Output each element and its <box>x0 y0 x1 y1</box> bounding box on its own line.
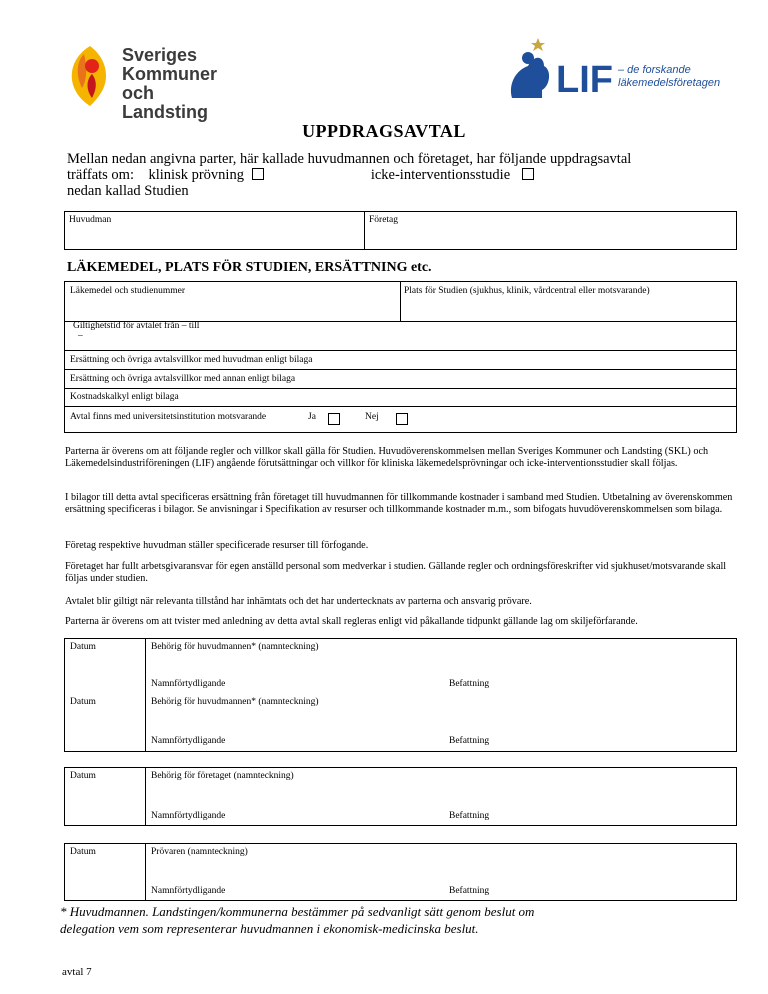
skl-line1: Sveriges <box>122 45 198 65</box>
lif-tagline <box>618 64 720 90</box>
ers-annan-field[interactable]: Ersättning och övriga avtalsvillkor med annan enligt bilaga <box>70 374 296 384</box>
skl-name <box>122 46 242 122</box>
ja-label: Ja <box>308 412 316 422</box>
intro-line3: nedan kallad Studien <box>67 183 189 199</box>
befattning-field-1[interactable]: Befattning <box>449 679 490 689</box>
paragraph-4: Företaget har fullt arbetsgivaransvar för egen anställd personal som medverkar i studien. Gällande regler och ordningsföreskrifter vid sjukhuset/motsvarande skall följas under studien. <box>65 561 727 584</box>
row-line-5 <box>65 406 736 407</box>
parties-box <box>64 211 737 250</box>
row-line-2 <box>65 350 736 351</box>
avtal-finns-label: Avtal finns med universitetsinstitution motsvarande <box>70 412 267 422</box>
intro-line1: Mellan nedan angivna parter, här kallade huvudmannen och företaget, har följande uppdragsavtal <box>67 151 632 167</box>
study-divider <box>400 282 401 321</box>
namnfortydligande-field-1[interactable]: Namnförtydligande <box>151 679 226 689</box>
datum-field-4[interactable]: Datum <box>70 847 96 857</box>
lif-mark: LIF <box>556 59 613 101</box>
checkbox-icke[interactable] <box>522 168 534 180</box>
befattning-field-3[interactable]: Befattning <box>449 811 490 821</box>
lif-emblem-icon <box>498 36 618 106</box>
option-klinisk-label: klinisk prövning <box>148 167 244 183</box>
signature-block-foretag <box>64 767 737 826</box>
plats-field[interactable]: Plats för Studien (sjukhus, klinik, vårdcentral eller motsvarande) <box>404 286 650 296</box>
datum-field-3[interactable]: Datum <box>70 771 96 781</box>
footnote-line2: delegation vem som representerar huvudmannen i ekonomisk-medicinska beslut. <box>60 921 479 936</box>
lif-logo <box>498 36 721 106</box>
paragraph-3: Företag respektive huvudman ställer specificerade resurser till förfogande. <box>65 540 369 551</box>
footnote-line1: * Huvudmannen. Landstingen/kommunerna bestämmer på sedvanligt sätt genom beslut om <box>60 904 535 919</box>
lakemedel-field[interactable]: Läkemedel och studienummer <box>70 286 186 296</box>
intro-line2 <box>67 167 631 183</box>
huvudman-field[interactable]: Huvudman <box>69 215 112 225</box>
namnfortydligande-field-3[interactable]: Namnförtydligande <box>151 811 226 821</box>
option-icke-label: icke-interventionsstudie <box>370 167 511 183</box>
signature-field-1[interactable]: Behörig för huvudmannen* (namnteckning) <box>151 642 319 652</box>
section-heading: LÄKEMEDEL, PLATS FÖR STUDIEN, ERSÄTTNING etc. <box>67 260 432 275</box>
traffats-label: träffats om: <box>67 167 134 183</box>
datum-field-2[interactable]: Datum <box>70 697 96 707</box>
checkbox-ja[interactable] <box>328 413 340 425</box>
paragraph-1: Parterna är överens om att följande regler och villkor skall gälla för Studien. Huvudöverenskommelsen mellan Sveriges Kommuner och Landsting (SKL) och Läkemedelsindustriföreningen (LIF) angående förutsättningar och villkor för kliniska läkemedelsprövningar och icke-interventionsstudier skall följas. <box>65 446 709 469</box>
skl-emblem-icon <box>62 42 118 108</box>
signature-block-provaren <box>64 843 737 901</box>
namnfortydligande-field-2[interactable]: Namnförtydligande <box>151 736 226 746</box>
signature-field-3[interactable]: Behörig för företaget (namnteckning) <box>151 771 294 781</box>
paragraph-5: Avtalet blir giltigt när relevanta tillstånd har inhämtats och det har undertecknats av parterna och ansvarig prövare. <box>65 596 532 607</box>
paragraph-6: Parterna är överens om att tvister med anledning av detta avtal skall regleras enligt vid påkallande tidpunkt gällande lag om skiljeförfarande. <box>65 616 638 627</box>
nej-label: Nej <box>365 412 379 422</box>
datum-field-1[interactable]: Datum <box>70 642 96 652</box>
befattning-field-4[interactable]: Befattning <box>449 886 490 896</box>
skl-line3: och Landsting <box>122 83 208 122</box>
lif-tag1: – de forskande <box>618 64 691 76</box>
checkbox-nej[interactable] <box>396 413 408 425</box>
kostnad-field[interactable]: Kostnadskalkyl enligt bilaga <box>70 392 179 402</box>
page-title: UPPDRAGSAVTAL <box>302 121 466 141</box>
signature-block-huvudman <box>64 638 737 752</box>
study-fields-box <box>64 281 737 433</box>
page-label: avtal 7 <box>62 966 92 978</box>
row-line-4 <box>65 388 736 389</box>
signature-field-2[interactable]: Behörig för huvudmannen* (namnteckning) <box>151 697 319 707</box>
checkbox-klinisk[interactable] <box>252 168 264 180</box>
ers-huvudman-field[interactable]: Ersättning och övriga avtalsvillkor med huvudman enligt bilaga <box>70 355 313 365</box>
paragraph-2: I bilagor till detta avtal specificeras ersättning från företaget till huvudmannen för tillkommande kostnader i samband med Studien. Utbetalning av överenskommen ersättning specificeras i bilagor. Se anvisningar i Specifikation av resurser och tillkommande kostnader m.m., som bifogats huvudöverenskommelsen som bilaga. <box>65 492 733 515</box>
row-line-3 <box>65 369 736 370</box>
signature-field-4[interactable]: Prövaren (namnteckning) <box>151 847 248 857</box>
sig-divider-2 <box>145 768 146 825</box>
lif-tag2: läkemedelsföretagen <box>618 77 721 89</box>
giltighet-field[interactable]: Giltighetstid för avtalet från – till <box>73 321 200 331</box>
giltighet-dash: – <box>78 331 83 341</box>
footnote <box>60 903 534 937</box>
befattning-field-2[interactable]: Befattning <box>449 736 490 746</box>
foretag-field[interactable]: Företag <box>369 215 399 225</box>
namnfortydligande-field-4[interactable]: Namnförtydligande <box>151 886 226 896</box>
skl-logo <box>62 42 242 122</box>
parties-divider <box>364 212 365 249</box>
intro-text <box>67 151 631 199</box>
skl-line2: Kommuner <box>122 64 218 84</box>
sig-divider-3 <box>145 844 146 900</box>
sig-divider-1 <box>145 639 146 751</box>
